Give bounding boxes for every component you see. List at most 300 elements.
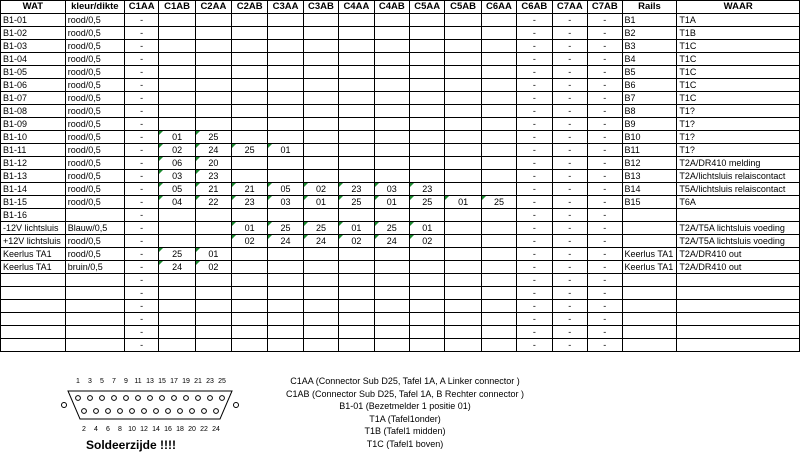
column-header: C6AA: [481, 1, 516, 14]
table-cell: -: [124, 300, 159, 313]
table-cell: [445, 326, 481, 339]
table-cell: [622, 287, 677, 300]
table-cell: [195, 326, 231, 339]
table-cell: [374, 326, 409, 339]
table-cell: [410, 339, 445, 352]
column-header: C3AB: [303, 1, 338, 14]
table-cell: -: [124, 196, 159, 209]
table-cell: [622, 300, 677, 313]
table-cell: [445, 235, 481, 248]
table-cell: -: [588, 118, 623, 131]
table-cell: [195, 209, 231, 222]
table-cell: [303, 66, 338, 79]
table-cell: [303, 27, 338, 40]
table-cell: -: [588, 300, 623, 313]
table-row: [1, 144, 800, 157]
table-cell: -: [124, 92, 159, 105]
table-cell: 02: [159, 144, 195, 157]
table-cell: [374, 248, 409, 261]
table-cell: [339, 209, 374, 222]
column-header: C4AA: [339, 1, 374, 14]
table-cell: [481, 313, 516, 326]
table-cell: [232, 287, 268, 300]
table-cell: -: [517, 326, 552, 339]
table-cell: [481, 209, 516, 222]
table-cell: [195, 40, 231, 53]
table-row: [1, 79, 800, 92]
column-header: Rails: [622, 1, 677, 14]
table-cell: [268, 170, 303, 183]
table-cell: [232, 118, 268, 131]
table-cell: -: [588, 248, 623, 261]
table-cell: 01: [159, 131, 195, 144]
table-cell: -: [588, 144, 623, 157]
table-cell: [374, 79, 409, 92]
table-cell: [232, 14, 268, 27]
table-cell: B1-02: [1, 27, 66, 40]
table-cell: -: [588, 261, 623, 274]
table-cell: [374, 144, 409, 157]
column-header: kleur/dikte: [65, 1, 124, 14]
table-row: [1, 118, 800, 131]
pin-label: 22: [200, 426, 208, 433]
table-cell: 05: [159, 183, 195, 196]
table-cell: [481, 53, 516, 66]
table-cell: -: [124, 66, 159, 79]
table-cell: [65, 274, 124, 287]
table-cell: [339, 170, 374, 183]
table-cell: T5A/lichtsluis relaiscontact: [677, 183, 800, 196]
table-cell: T2A/T5A lichtsluis voeding: [677, 222, 800, 235]
table-cell: -: [588, 157, 623, 170]
table-cell: [232, 27, 268, 40]
table-cell: -: [124, 274, 159, 287]
table-cell: [339, 131, 374, 144]
table-cell: B1-03: [1, 40, 66, 53]
table-cell: T1C: [677, 40, 800, 53]
table-row: [1, 274, 800, 287]
table-cell: [303, 287, 338, 300]
table-cell: [374, 157, 409, 170]
table-cell: B9: [622, 118, 677, 131]
table-cell: [65, 209, 124, 222]
table-cell: 02: [410, 235, 445, 248]
table-cell: -: [124, 235, 159, 248]
table-cell: [481, 66, 516, 79]
table-cell: [481, 300, 516, 313]
table-cell: [339, 339, 374, 352]
table-cell: [159, 287, 195, 300]
table-cell: 01: [339, 222, 374, 235]
table-cell: [195, 14, 231, 27]
table-row: [1, 300, 800, 313]
table-cell: [303, 300, 338, 313]
table-cell: -: [124, 118, 159, 131]
table-cell: [410, 209, 445, 222]
table-cell: [65, 326, 124, 339]
table-cell: -: [124, 131, 159, 144]
table-cell: -: [552, 261, 587, 274]
pin-label: 13: [146, 378, 154, 385]
table-cell: rood/0,5: [65, 248, 124, 261]
table-cell: [445, 53, 481, 66]
table-cell: Keerlus TA1: [622, 248, 677, 261]
table-cell: rood/0,5: [65, 183, 124, 196]
table-cell: [268, 326, 303, 339]
table-cell: T2A/DR410 melding: [677, 157, 800, 170]
table-cell: -: [552, 339, 587, 352]
table-row: [1, 66, 800, 79]
table-cell: [481, 339, 516, 352]
table-cell: [195, 235, 231, 248]
table-cell: 24: [195, 144, 231, 157]
table-cell: [268, 118, 303, 131]
table-row: [1, 170, 800, 183]
column-header: C7AA: [552, 1, 587, 14]
table-cell: rood/0,5: [65, 131, 124, 144]
table-cell: [268, 27, 303, 40]
table-row: [1, 14, 800, 27]
table-cell: [445, 144, 481, 157]
table-cell: [374, 40, 409, 53]
table-cell: [339, 27, 374, 40]
table-cell: 03: [268, 196, 303, 209]
table-cell: [339, 92, 374, 105]
table-cell: [268, 131, 303, 144]
table-cell: -: [124, 326, 159, 339]
table-cell: [159, 105, 195, 118]
table-cell: [303, 209, 338, 222]
pin-label: 18: [176, 426, 184, 433]
table-cell: [410, 170, 445, 183]
table-cell: -: [552, 170, 587, 183]
table-cell: [303, 157, 338, 170]
column-header: C2AA: [195, 1, 231, 14]
table-cell: [159, 222, 195, 235]
table-cell: 25: [159, 248, 195, 261]
table-cell: rood/0,5: [65, 235, 124, 248]
table-cell: -: [588, 339, 623, 352]
table-cell: -: [552, 287, 587, 300]
table-cell: [374, 27, 409, 40]
table-cell: -: [588, 53, 623, 66]
table-cell: B1-09: [1, 118, 66, 131]
table-cell: 06: [159, 157, 195, 170]
table-cell: B1-01: [1, 14, 66, 27]
table-cell: [445, 261, 481, 274]
table-row: [1, 313, 800, 326]
table-row: [1, 40, 800, 53]
legend-line: C1AA (Connector Sub D25, Tafel 1A, A Linker connector ): [290, 376, 520, 386]
db25-connector-icon: [60, 373, 240, 437]
legend-line: T1B (Tafel1 midden): [364, 426, 446, 437]
table-cell: -: [517, 300, 552, 313]
table-cell: [445, 157, 481, 170]
table-cell: [1, 326, 66, 339]
table-cell: 22: [195, 196, 231, 209]
table-cell: B1-06: [1, 79, 66, 92]
table-cell: [374, 339, 409, 352]
table-cell: [410, 27, 445, 40]
table-cell: [445, 105, 481, 118]
table-cell: [374, 131, 409, 144]
table-cell: -: [124, 170, 159, 183]
table-cell: [481, 27, 516, 40]
table-cell: 02: [232, 235, 268, 248]
table-cell: [159, 27, 195, 40]
table-cell: -: [517, 118, 552, 131]
table-cell: [374, 313, 409, 326]
table-cell: -: [588, 222, 623, 235]
table-cell: -: [552, 274, 587, 287]
table-cell: [445, 300, 481, 313]
pin-label: 2: [82, 426, 86, 433]
pin-label: 20: [188, 426, 196, 433]
table-cell: -: [588, 79, 623, 92]
table-cell: 23: [232, 196, 268, 209]
table-cell: T2A/lichtsluis relaiscontact: [677, 170, 800, 183]
table-cell: [303, 118, 338, 131]
table-cell: T1?: [677, 144, 800, 157]
column-header: WAAR: [677, 1, 800, 14]
table-cell: [339, 326, 374, 339]
table-cell: [232, 300, 268, 313]
table-cell: [339, 105, 374, 118]
table-cell: -: [124, 261, 159, 274]
table-cell: [268, 313, 303, 326]
table-cell: [410, 274, 445, 287]
table-cell: B1-14: [1, 183, 66, 196]
table-cell: [481, 157, 516, 170]
table-cell: Keerlus TA1: [622, 261, 677, 274]
table-cell: [410, 79, 445, 92]
table-cell: -: [124, 53, 159, 66]
table-cell: [303, 40, 338, 53]
table-cell: [410, 14, 445, 27]
table-cell: -: [517, 131, 552, 144]
table-cell: T1C: [677, 92, 800, 105]
table-cell: 23: [339, 183, 374, 196]
table-cell: [268, 261, 303, 274]
table-cell: 03: [374, 183, 409, 196]
table-cell: [410, 40, 445, 53]
table-cell: 01: [195, 248, 231, 261]
table-cell: -: [517, 14, 552, 27]
table-cell: B1-04: [1, 53, 66, 66]
table-cell: -: [588, 196, 623, 209]
table-cell: -: [552, 66, 587, 79]
table-cell: -: [552, 248, 587, 261]
table-cell: [195, 222, 231, 235]
table-cell: [445, 79, 481, 92]
table-cell: -: [588, 313, 623, 326]
table-cell: [374, 287, 409, 300]
table-cell: -: [124, 14, 159, 27]
table-cell: [410, 66, 445, 79]
table-cell: [374, 66, 409, 79]
table-cell: 21: [232, 183, 268, 196]
table-cell: [445, 248, 481, 261]
table-cell: [374, 261, 409, 274]
table-cell: [232, 40, 268, 53]
pin-label: 3: [88, 378, 92, 385]
table-cell: [159, 66, 195, 79]
pin-label: 5: [100, 378, 104, 385]
table-cell: [268, 79, 303, 92]
table-cell: -: [517, 222, 552, 235]
table-cell: [268, 14, 303, 27]
table-row: [1, 235, 800, 248]
table-cell: Keerlus TA1: [1, 248, 66, 261]
table-cell: -: [588, 183, 623, 196]
table-cell: [1, 287, 66, 300]
table-cell: B4: [622, 53, 677, 66]
legend: [230, 375, 580, 451]
table-row: [1, 183, 800, 196]
table-cell: -: [552, 209, 587, 222]
table-cell: [339, 300, 374, 313]
table-cell: [339, 40, 374, 53]
table-cell: [374, 105, 409, 118]
pin-label: 1: [76, 378, 80, 385]
table-cell: 01: [268, 144, 303, 157]
table-cell: [410, 300, 445, 313]
table-cell: -: [124, 105, 159, 118]
table-cell: rood/0,5: [65, 196, 124, 209]
table-cell: 25: [232, 144, 268, 157]
table-cell: [677, 274, 800, 287]
table-cell: [410, 53, 445, 66]
table-cell: -: [517, 287, 552, 300]
table-cell: -: [517, 248, 552, 261]
table-cell: [232, 53, 268, 66]
table-cell: [481, 118, 516, 131]
table-cell: [339, 287, 374, 300]
table-cell: -: [124, 27, 159, 40]
table-cell: T1?: [677, 105, 800, 118]
table-cell: -: [517, 66, 552, 79]
column-header: C6AB: [517, 1, 552, 14]
table-row: [1, 53, 800, 66]
table-cell: [339, 157, 374, 170]
table-cell: -: [552, 14, 587, 27]
table-cell: [445, 222, 481, 235]
table-cell: [65, 300, 124, 313]
pin-label: 8: [118, 426, 122, 433]
table-cell: -: [552, 105, 587, 118]
table-cell: -: [552, 92, 587, 105]
table-cell: [445, 118, 481, 131]
table-cell: [481, 105, 516, 118]
column-header: C3AA: [268, 1, 303, 14]
table-cell: 02: [339, 235, 374, 248]
legend-line: T1C (Tafel1 boven): [366, 438, 444, 449]
table-cell: [232, 157, 268, 170]
table-cell: 23: [410, 183, 445, 196]
table-cell: [303, 248, 338, 261]
table-cell: 24: [374, 235, 409, 248]
table-cell: [481, 144, 516, 157]
table-cell: [339, 144, 374, 157]
table-cell: [268, 92, 303, 105]
table-cell: -: [124, 209, 159, 222]
table-cell: [481, 274, 516, 287]
column-header: C7AB: [588, 1, 623, 14]
table-cell: -: [552, 326, 587, 339]
table-cell: B2: [622, 27, 677, 40]
table-cell: -: [552, 79, 587, 92]
table-cell: -: [552, 118, 587, 131]
table-cell: [159, 40, 195, 53]
table-cell: [195, 287, 231, 300]
table-cell: -: [588, 105, 623, 118]
table-cell: [339, 53, 374, 66]
table-cell: T2A/DR410 out: [677, 248, 800, 261]
table-cell: [65, 339, 124, 352]
column-header: C4AB: [374, 1, 409, 14]
table-cell: -: [552, 144, 587, 157]
column-header: WAT: [1, 1, 66, 14]
table-cell: [232, 274, 268, 287]
table-cell: rood/0,5: [65, 66, 124, 79]
pin-label: 11: [134, 378, 142, 385]
table-cell: -: [124, 222, 159, 235]
table-cell: 20: [195, 157, 231, 170]
table-cell: [195, 300, 231, 313]
table-cell: T6A: [677, 196, 800, 209]
column-header: C1AB: [159, 1, 195, 14]
table-cell: [339, 261, 374, 274]
table-cell: [374, 14, 409, 27]
column-header: C5AB: [445, 1, 481, 14]
table-row: [1, 248, 800, 261]
table-row: [1, 27, 800, 40]
table-cell: [303, 79, 338, 92]
table-cell: B1-15: [1, 196, 66, 209]
table-cell: -: [517, 40, 552, 53]
table-cell: -: [552, 235, 587, 248]
table-cell: -: [517, 235, 552, 248]
table-cell: [195, 27, 231, 40]
table-cell: [159, 274, 195, 287]
table-cell: [1, 313, 66, 326]
table-cell: [159, 326, 195, 339]
table-cell: B3: [622, 40, 677, 53]
table-cell: [232, 261, 268, 274]
table-cell: B10: [622, 131, 677, 144]
table-cell: -: [588, 14, 623, 27]
legend-line: T1A (Tafel1onder): [369, 413, 441, 424]
table-cell: -: [517, 144, 552, 157]
table-cell: [159, 339, 195, 352]
table-cell: [374, 300, 409, 313]
pin-label: 15: [158, 378, 166, 385]
table-cell: [622, 313, 677, 326]
table-cell: [622, 274, 677, 287]
table-cell: [1, 339, 66, 352]
table-cell: -: [124, 157, 159, 170]
table-cell: Keerlus TA1: [1, 261, 66, 274]
table-cell: B1-08: [1, 105, 66, 118]
table-cell: B1: [622, 14, 677, 27]
table-cell: -: [552, 183, 587, 196]
table-cell: 23: [195, 170, 231, 183]
table-row: [1, 105, 800, 118]
table-cell: 21: [195, 183, 231, 196]
table-cell: 25: [195, 131, 231, 144]
table-cell: -: [517, 79, 552, 92]
table-cell: [268, 274, 303, 287]
